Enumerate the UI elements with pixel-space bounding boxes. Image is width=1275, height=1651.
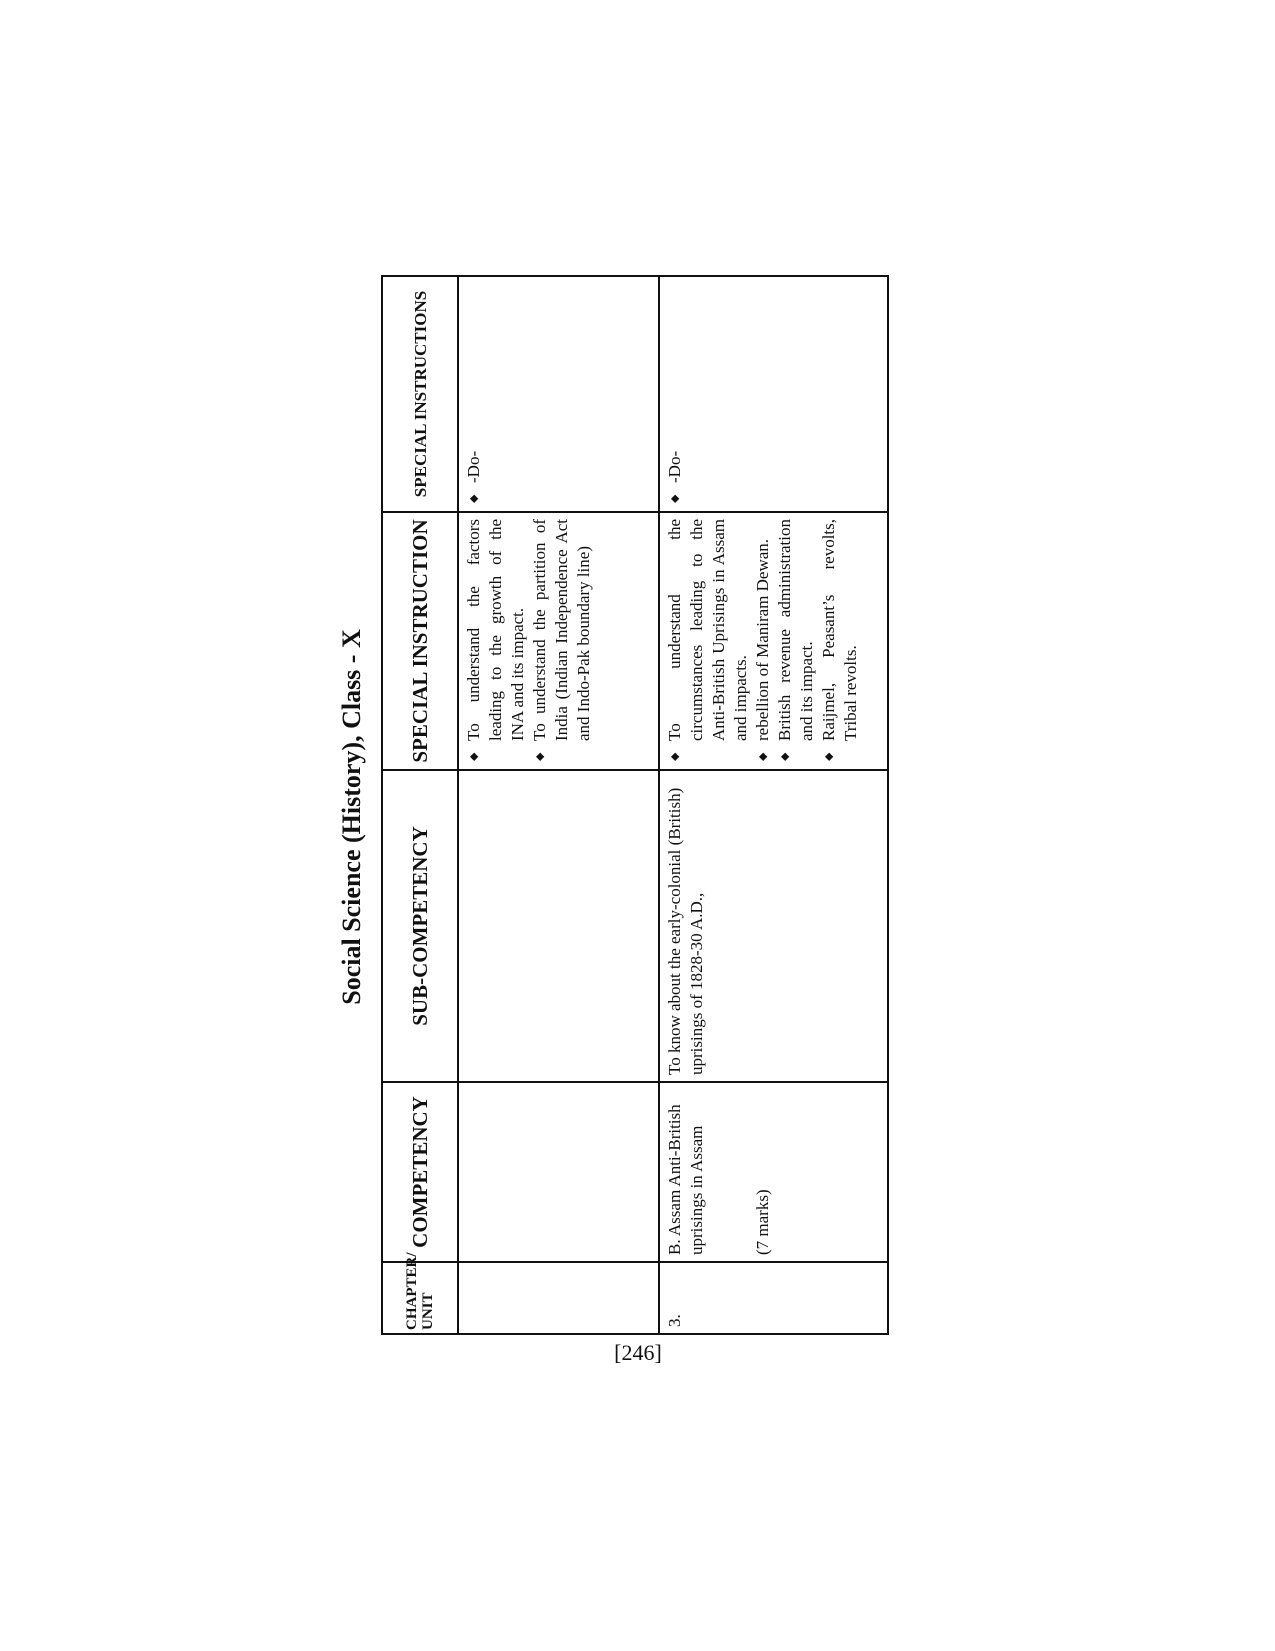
competency-marks: (7 marks) (753, 1189, 773, 1255)
list-item: ◆ rebellion of Maniram Dewan. (752, 519, 774, 763)
page-title: Social Science (History), Class - X (337, 629, 366, 1005)
header-special-instructions: SPECIAL INSTRUCTIONS (382, 276, 458, 512)
cell-sub-competency: To know about the early-colonial (British) uprisings of 1828-30 A.D., (659, 770, 888, 1082)
list-item: ◆ -Do- (463, 283, 485, 505)
curriculum-table (381, 277, 889, 1335)
table-row (458, 276, 659, 1334)
header-competency: COMPETENCY (382, 1082, 458, 1262)
cell-chapter: 3. (659, 1262, 888, 1334)
header-sub-competency: SUB-COMPETENCY (382, 770, 458, 1082)
cell-sub-competency (458, 770, 659, 1082)
cell-special-instruction (659, 512, 888, 770)
cell-special-instructions (659, 276, 888, 512)
header-chapter: CHAPTER/ UNIT (382, 1262, 458, 1334)
header-row (382, 276, 458, 1334)
competency-text: B. Assam Anti-British uprisings in Assam (665, 1104, 707, 1255)
table-row (659, 276, 888, 1334)
list-item: ◆ -Do- (664, 283, 686, 505)
list-item: ◆ To understand the factors leading to the growth of the INA and its impact. (463, 519, 529, 763)
page-number: [246] (614, 1340, 662, 1365)
cell-chapter (458, 1262, 659, 1334)
cell-special-instructions (458, 276, 659, 512)
list-item: ◆ Raijmel, Peasant’s revolts, Tribal revolts. (818, 519, 862, 763)
table (381, 275, 889, 1335)
header-special-instruction: SPECIAL INSTRUCTION (382, 512, 458, 770)
list-item: ◆ To understand the partition of India (Indian Independence Act and Indo-Pak boundary line) (529, 519, 595, 763)
list-item: ◆ To understand the circumstances leading to the Anti-British Uprisings in Assam and impacts. (664, 519, 752, 763)
cell-competency (458, 1082, 659, 1262)
cell-competency (659, 1082, 888, 1262)
list-item: ◆ British revenue administration and its impact. (774, 519, 818, 763)
cell-special-instruction (458, 512, 659, 770)
